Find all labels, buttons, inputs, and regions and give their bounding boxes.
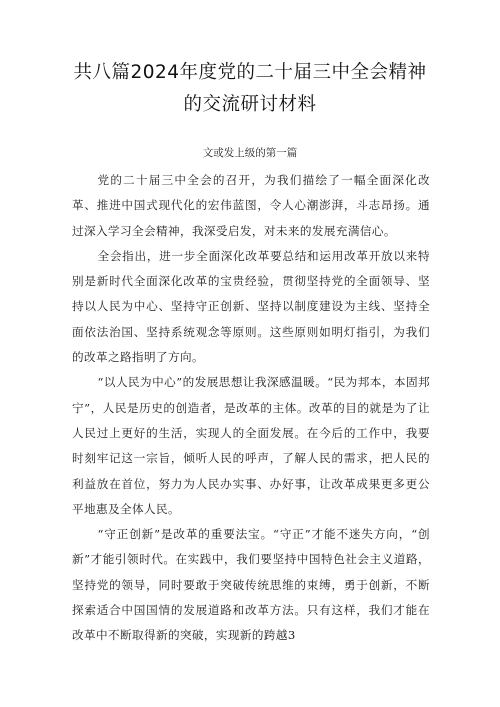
document-subtitle: 文或发上级的第一篇: [202, 147, 298, 159]
document-body: [72, 168, 430, 649]
paragraph: 党的二十届三中全会的召开，为我们描绘了一幅全面深化改革、推进中国式现代化的宏伟蓝图，令人心潮澎湃，斗志昂扬。通过深入学习全会精神，我深受启发，对未来的发展充满信心。: [72, 173, 430, 238]
paragraph: “守正创新”是改革的重要法宝。“守正”才能不迷失方向，“创新”才能引领时代。在实践中，我们要坚持中国特色社会主义道路，坚持党的领导，同时要敢于突破传统思维的束缚，勇于创新，不断探索适合中国国情的发展道路和改革方法。只有这样，我们才能在改革中不断取得新的突破，实现新的跨越3: [72, 527, 430, 643]
document-title-line-1: 共八篇2024年度党的二十届三中全会精神: [73, 62, 427, 83]
document-title-line-2: 的交流研讨材料: [183, 94, 317, 115]
paragraph: “以人民为中心”的发展思想让我深感温暖。“民为邦本，本固邦宁”，人民是历史的创造者，是改革的主体。改革的目的就是为了让人民过上更好的生活，实现人的全面发展。在今后的工作中，我要时刻牢记这一宗旨，倾听人民的呼声，了解人民的需求，把人民的利益放在首位，努力为人民办实事、办好事，让改革成果更多更公平地惠及全体人民。: [72, 375, 430, 516]
paragraph: 全会指出，进一步全面深化改革要总结和运用改革开放以来特别是新时代全面深化改革的宝贵经验，贯彻坚持党的全面领导、坚持以人民为中心、坚持守正创新、坚持以制度建设为主线、坚持全面依法治国、坚持系统观念等原则。这些原则如明灯指引，为我们的改革之路指明了方向。: [72, 248, 430, 365]
